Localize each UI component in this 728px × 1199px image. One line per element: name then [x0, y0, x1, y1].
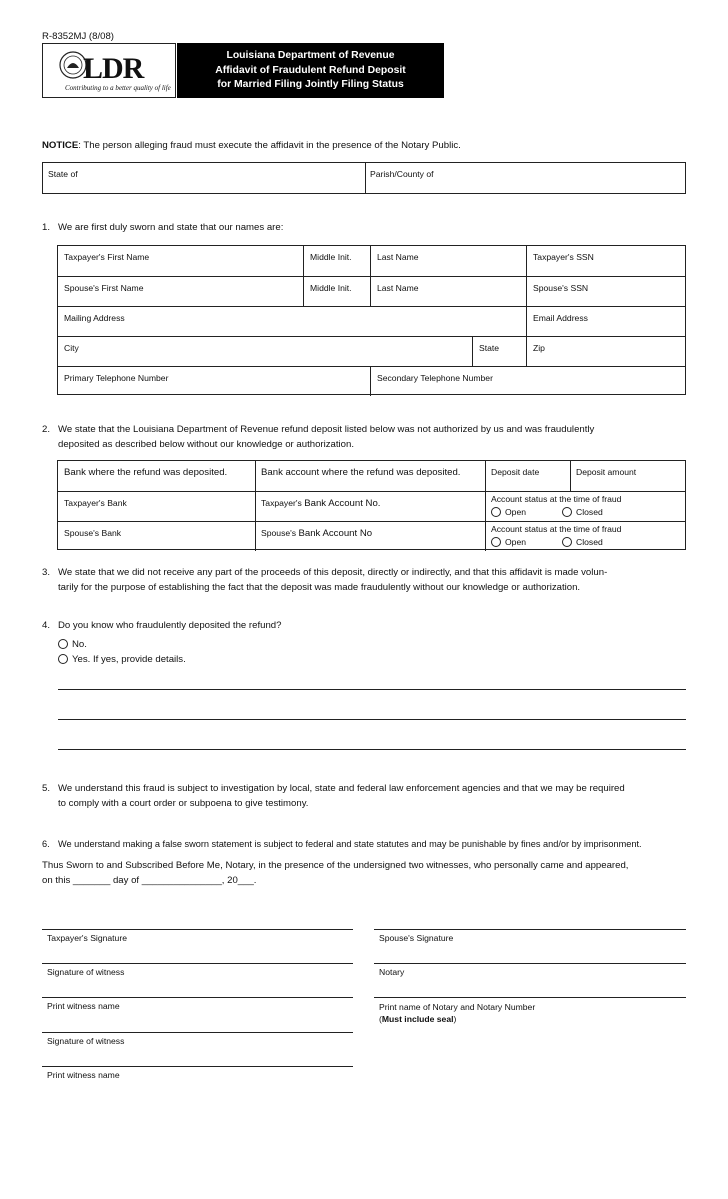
- col-account-header: Bank account where the refund was deposited.: [261, 467, 461, 478]
- section-1-text: We are first duly sworn and state that our names are:: [58, 222, 284, 233]
- city-field[interactable]: City: [64, 343, 79, 353]
- ldr-logo: [42, 43, 176, 98]
- section-5: 5. We understand this fraud is subject to investigation by local, state and federal law enforcement agencies and that we may be required to comply with a court order or subpoena to give testimony.: [42, 783, 625, 809]
- taxpayer-first-name-field[interactable]: Taxpayer's First Name: [64, 252, 150, 262]
- col-date-header: Deposit date: [491, 467, 540, 477]
- table-row: [58, 306, 685, 336]
- section-2-line-1: We state that the Louisiana Department of Revenue refund deposit listed below was not authorized by us and was fraudulently: [58, 424, 595, 435]
- details-line-3[interactable]: [58, 749, 686, 750]
- col-bank-header: Bank where the refund was deposited.: [64, 467, 228, 478]
- option-no-radio[interactable]: No.: [58, 639, 87, 650]
- secondary-phone-field[interactable]: Secondary Telephone Number: [370, 367, 685, 396]
- logo-tagline: Contributing to a better quality of life: [65, 84, 171, 92]
- mailing-address-field[interactable]: Mailing Address: [64, 313, 125, 323]
- taxpayer-last-name-field[interactable]: Last Name: [370, 246, 526, 276]
- spouse-first-name-field[interactable]: Spouse's First Name: [64, 283, 144, 293]
- table-row: [58, 276, 685, 306]
- radio-icon: [491, 507, 501, 517]
- taxpayer-middle-init-field[interactable]: Middle Init.: [303, 246, 370, 276]
- witness-signature-label-2: Signature of witness: [47, 1036, 125, 1046]
- sworn-statement: Thus Sworn to and Subscribed Before Me, Notary, in the presence of the undersigned two witnesses, who personally came and appeared, on this _______ day of _______________, 20___.: [42, 860, 629, 886]
- parish-label: Parish/County of: [370, 169, 434, 179]
- table-row: [58, 336, 685, 366]
- logo-letters: LDR: [83, 52, 144, 85]
- spouse-bank-field[interactable]: Spouse's Bank: [64, 528, 122, 538]
- title-line-2: Affidavit of Fraudulent Refund Deposit: [215, 64, 406, 76]
- taxpayer-closed-radio[interactable]: Closed: [562, 507, 603, 517]
- spouse-ssn-field[interactable]: Spouse's SSN: [526, 277, 685, 306]
- spouse-closed-radio[interactable]: Closed: [562, 537, 603, 547]
- table-row: [58, 246, 685, 276]
- details-line-2[interactable]: [58, 719, 686, 720]
- parish-field[interactable]: [365, 163, 685, 193]
- state-parish-box: [42, 162, 686, 194]
- primary-phone-field[interactable]: Primary Telephone Number: [64, 373, 169, 383]
- witness-signature-line-2[interactable]: [42, 1032, 353, 1033]
- taxpayer-bank-field[interactable]: Taxpayer's Bank: [64, 498, 127, 508]
- table-row: [58, 521, 685, 551]
- table-row: [58, 491, 685, 521]
- radio-icon: [58, 639, 68, 649]
- zip-field[interactable]: Zip: [526, 337, 685, 366]
- spouse-last-name-field[interactable]: Last Name: [370, 277, 526, 306]
- form-title: [177, 43, 444, 98]
- notary-print-label: Print name of Notary and Notary Number (Must include seal): [379, 1002, 536, 1024]
- notary-signature-line[interactable]: [374, 963, 686, 964]
- email-address-field[interactable]: Email Address: [526, 307, 685, 336]
- bank-table: [57, 460, 686, 550]
- names-table: [57, 245, 686, 395]
- notary-label: Notary: [379, 967, 405, 977]
- details-line-1[interactable]: [58, 689, 686, 690]
- print-witness-line-1[interactable]: [42, 997, 353, 998]
- radio-icon: [562, 507, 572, 517]
- taxpayer-account-status: Account status at the time of fraud Open Closed: [485, 492, 685, 521]
- spouse-account-field[interactable]: Spouse's Bank Account No: [255, 522, 485, 551]
- spouse-account-status: Account status at the time of fraud Open Closed: [485, 522, 685, 551]
- section-3: 3. We state that we did not receive any part of the proceeds of this deposit, directly or indirectly, and that this affidavit is made volun- tarily for the purpose of establishing the fact that the deposit was made fraudulently without our knowledge or authorization.: [42, 567, 608, 593]
- table-row: [58, 366, 685, 396]
- spouse-middle-init-field[interactable]: Middle Init.: [303, 277, 370, 306]
- notice-label: NOTICE: [42, 140, 79, 151]
- table-header-row: [58, 461, 685, 491]
- radio-icon: [58, 654, 68, 664]
- witness-signature-line-1[interactable]: [42, 963, 353, 964]
- print-witness-label-1: Print witness name: [47, 1001, 120, 1011]
- notary-print-line[interactable]: [374, 997, 686, 998]
- state-label: State of: [48, 169, 78, 179]
- option-yes-radio[interactable]: Yes. If yes, provide details.: [58, 654, 186, 665]
- taxpayer-account-field[interactable]: Taxpayer's Bank Account No.: [255, 492, 485, 521]
- section-2: 2. We state that the Louisiana Department of Revenue refund deposit listed below was not authorized by us and was fraudulently deposited as described below without our knowledge or authorization.: [42, 423, 702, 453]
- state-field[interactable]: State: [472, 337, 526, 366]
- state-field[interactable]: [43, 163, 365, 193]
- radio-icon: [562, 537, 572, 547]
- taxpayer-signature-label: Taxpayer's Signature: [47, 933, 127, 943]
- title-line-3: for Married Filing Jointly Filing Status: [217, 79, 404, 90]
- spouse-open-radio[interactable]: Open: [491, 537, 526, 547]
- spouse-signature-line[interactable]: [374, 929, 686, 930]
- form-code: R-8352MJ (8/08): [42, 31, 114, 42]
- taxpayer-ssn-field[interactable]: Taxpayer's SSN: [526, 246, 685, 276]
- notice: [42, 140, 461, 151]
- title-line-1: Louisiana Department of Revenue: [226, 50, 395, 61]
- radio-icon: [491, 537, 501, 547]
- print-witness-label-2: Print witness name: [47, 1070, 120, 1080]
- print-witness-line-2[interactable]: [42, 1066, 353, 1067]
- spouse-signature-label: Spouse's Signature: [379, 933, 454, 943]
- taxpayer-signature-line[interactable]: [42, 929, 353, 930]
- notice-text: : The person alleging fraud must execute the affidavit in the presence of the Notary Public.: [78, 140, 461, 151]
- col-amount-header: Deposit amount: [576, 467, 637, 477]
- taxpayer-open-radio[interactable]: Open: [491, 507, 526, 517]
- witness-signature-label-1: Signature of witness: [47, 967, 125, 977]
- section-2-line-2: deposited as described below without our knowledge or authorization.: [58, 438, 354, 450]
